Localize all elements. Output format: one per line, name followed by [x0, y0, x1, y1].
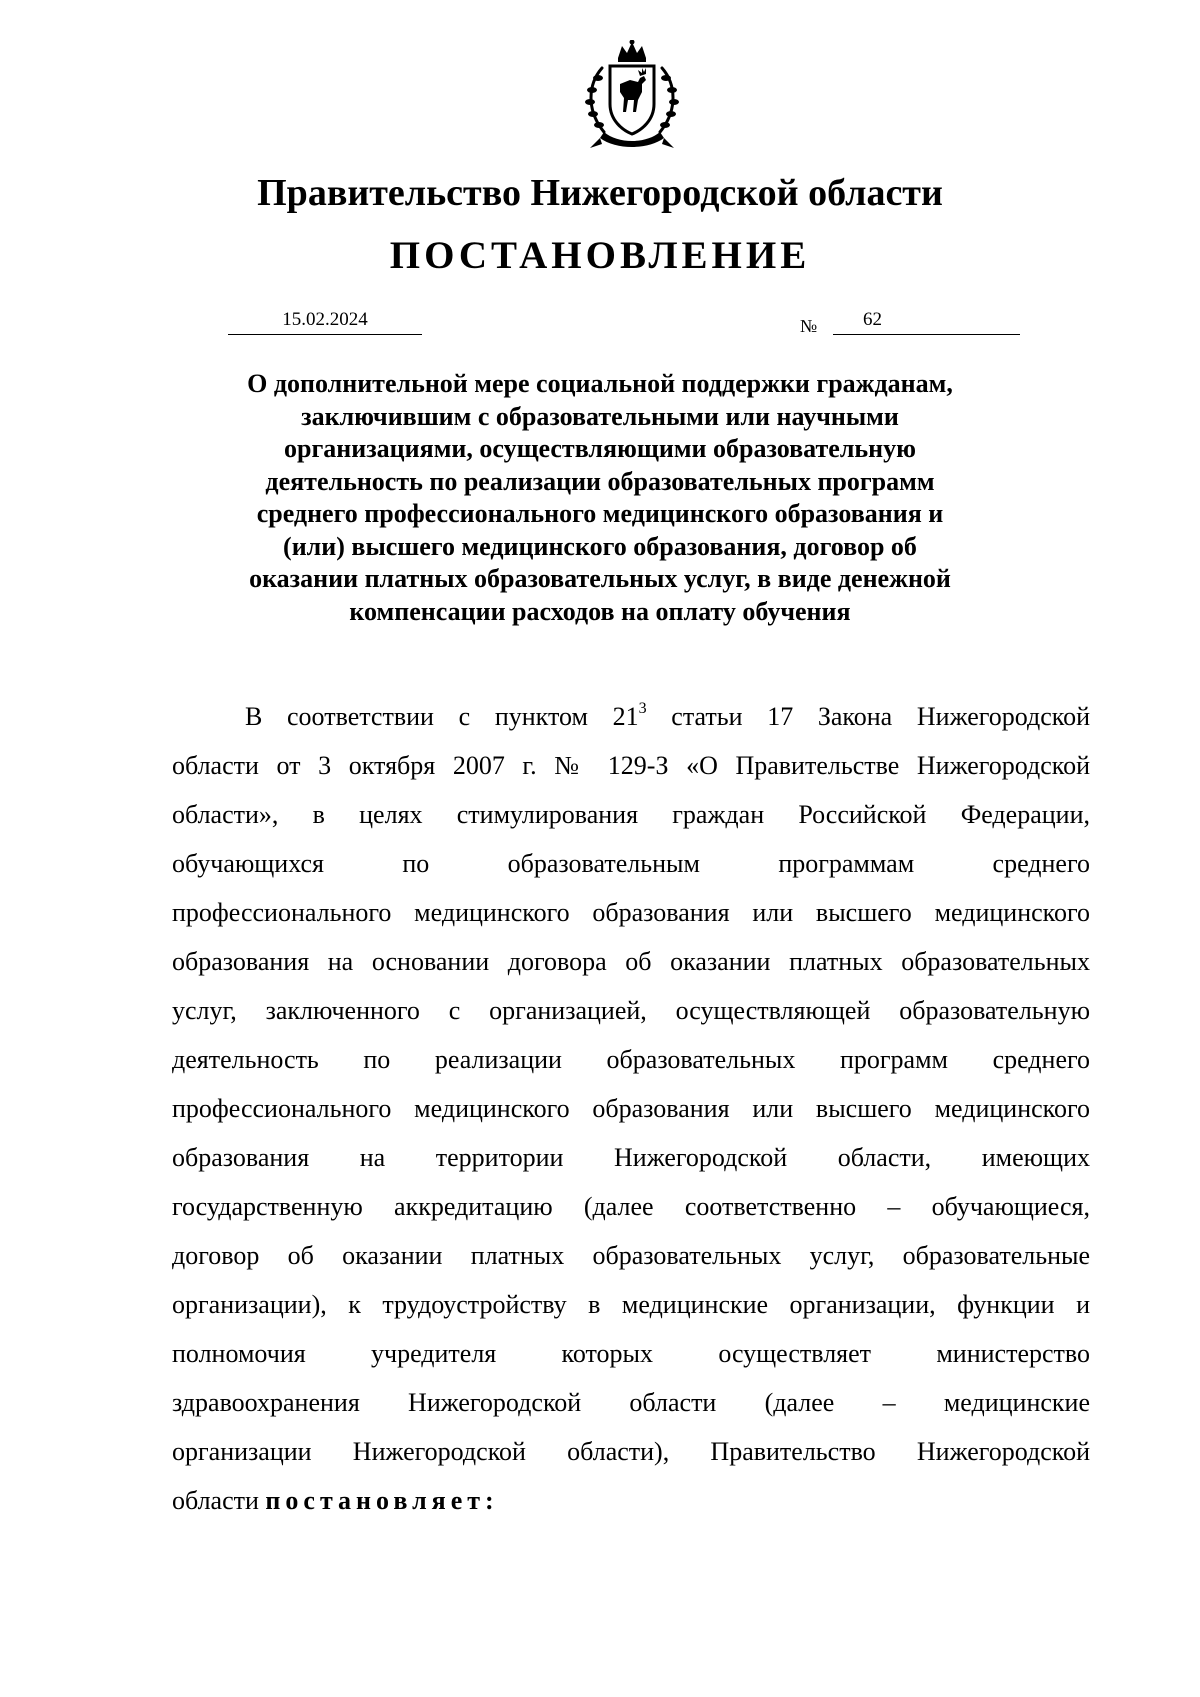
document-number-field [833, 308, 1020, 335]
body-line: услуг, заключенного с организацией, осуществляющей образовательную [172, 996, 1090, 1025]
subject-line: компенсации расходов на оплату обучения [349, 596, 851, 626]
subject-line: (или) высшего медицинского образования, договор об [283, 531, 917, 561]
body-line: области от 3 октября 2007 г. № 129-З «О Правительстве Нижегородской [172, 751, 1090, 780]
body-paragraph [172, 692, 1090, 1525]
document-subject [180, 368, 1020, 628]
document-type: ПОСТАНОВЛЕНИЕ [389, 234, 811, 277]
body-line: области», в целях стимулирования граждан Российской Федерации, [172, 800, 1090, 829]
resolution-keyword: постановляет: [265, 1486, 499, 1515]
body-line-part: В соответствии с пунктом 21 [245, 702, 639, 731]
body-line: образования на территории Нижегородской области, имеющих [172, 1143, 1090, 1172]
body-line: профессионального медицинского образования или высшего медицинского [172, 898, 1090, 927]
subject-line: среднего профессионального медицинского образования и [256, 499, 944, 528]
body-line: государственную аккредитацию (далее соответственно – обучающиеся, [172, 1192, 1090, 1221]
body-line: профессионального медицинского образования или высшего медицинского [172, 1094, 1090, 1123]
superscript: 3 [638, 700, 647, 717]
body-line [172, 1476, 1090, 1525]
body-line: организации Нижегородской области), Правительство Нижегородской [172, 1437, 1090, 1466]
subject-line: заключившим с образовательными или научными [301, 401, 899, 431]
coat-of-arms-icon [580, 40, 684, 152]
document-date: 15.02.2024 [228, 308, 422, 335]
body-line: деятельность по реализации образовательных программ среднего [172, 1045, 1090, 1074]
document-number: 62 [863, 309, 882, 330]
organization-title: Правительство Нижегородской области [257, 172, 943, 214]
body-line: обучающихся по образовательным программам среднего [172, 849, 1090, 878]
body-line-part: области [172, 1486, 266, 1515]
body-line: организации), к трудоустройству в медицинские организации, функции и [172, 1290, 1090, 1319]
subject-line: организациями, осуществляющими образовательную [283, 434, 917, 463]
subject-line: оказании платных образовательных услуг, в виде денежной [249, 564, 951, 593]
body-line-part: статьи 17 Закона Нижегородской [646, 702, 1090, 731]
number-sign: № [800, 316, 818, 336]
subject-line: деятельность по реализации образовательных программ [265, 466, 935, 496]
body-line: договор об оказании платных образовательных услуг, образовательные [172, 1241, 1090, 1270]
subject-line: О дополнительной мере социальной поддержки гражданам, [247, 369, 953, 398]
body-line [172, 692, 1090, 741]
body-line: полномочия учредителя которых осуществляет министерство [172, 1339, 1090, 1368]
body-line: здравоохранения Нижегородской области (далее – медицинские [172, 1388, 1090, 1417]
body-line: образования на основании договора об оказании платных образовательных [172, 947, 1090, 976]
